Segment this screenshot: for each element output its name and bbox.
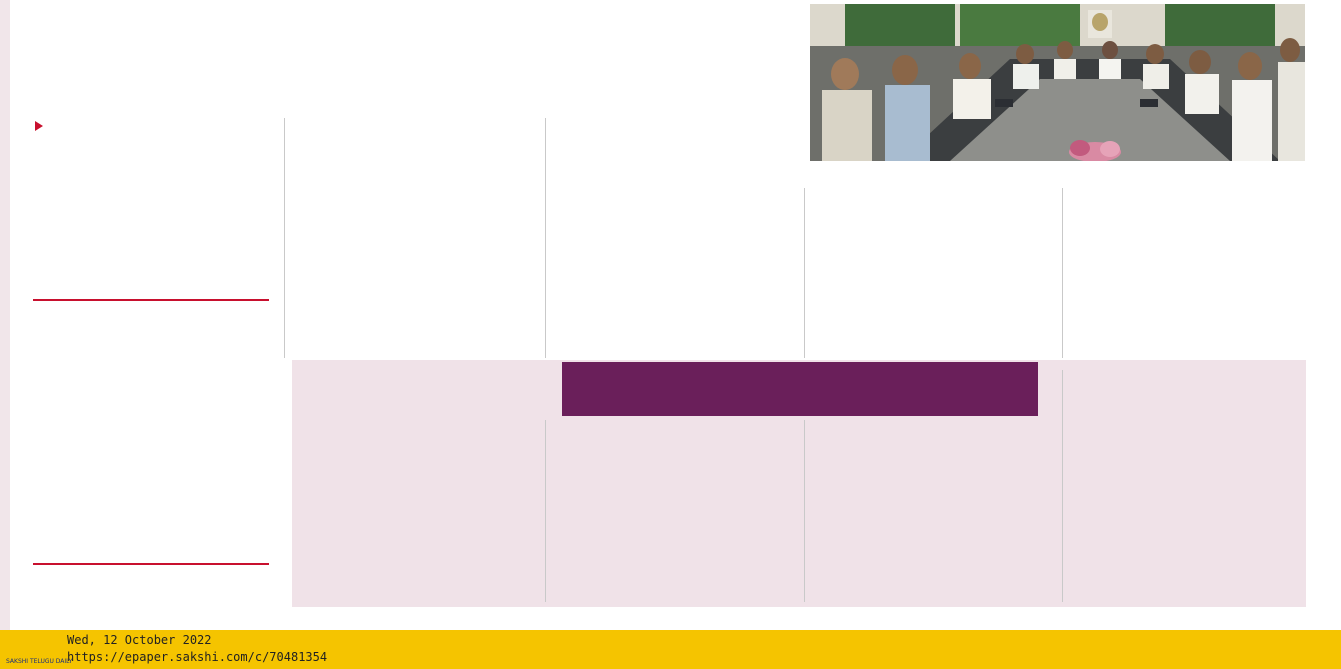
left-margin-strip [0, 0, 10, 630]
column-divider [284, 118, 285, 358]
red-triangle-icon [35, 121, 43, 131]
column-4 [812, 190, 1054, 356]
photo-caption [810, 162, 1305, 182]
box-column-4 [1070, 377, 1300, 603]
logo-tagline: SAKSHI TELUGU DAILY [6, 658, 73, 665]
column-divider [1062, 370, 1063, 602]
headline-banner [562, 362, 1038, 416]
box-column-2 [554, 423, 796, 603]
continued-from-front-page [35, 118, 271, 134]
box-column-1 [298, 378, 556, 603]
column-1-paragraph-b [33, 305, 273, 537]
subhead-cm-app [33, 540, 269, 565]
sakshi-logo [4, 632, 73, 667]
column-5 [1070, 190, 1310, 356]
box-column-3 [812, 423, 1054, 603]
column-divider [545, 420, 546, 602]
column-2 [293, 116, 535, 354]
subhead-exports [33, 276, 269, 301]
column-divider [1062, 188, 1063, 358]
edition-date: Wed, 12 October 2022 [67, 633, 212, 647]
column-1-paragraph-c [33, 570, 273, 622]
epaper-link[interactable]: https://epaper.sakshi.com/c/70481354 [67, 650, 328, 664]
meeting-photo [810, 4, 1305, 161]
column-divider [804, 188, 805, 358]
column-divider [545, 118, 546, 358]
column-divider [804, 420, 805, 602]
column-3-paragraph-b [554, 262, 796, 356]
subhead-crop-protection [554, 232, 796, 254]
headline [30, 4, 795, 104]
column-3-paragraph-a [554, 116, 796, 194]
subhead-kharif-soil-tests [554, 204, 796, 226]
column-1-paragraph-a [33, 134, 273, 269]
logo-wordmark [6, 632, 60, 658]
